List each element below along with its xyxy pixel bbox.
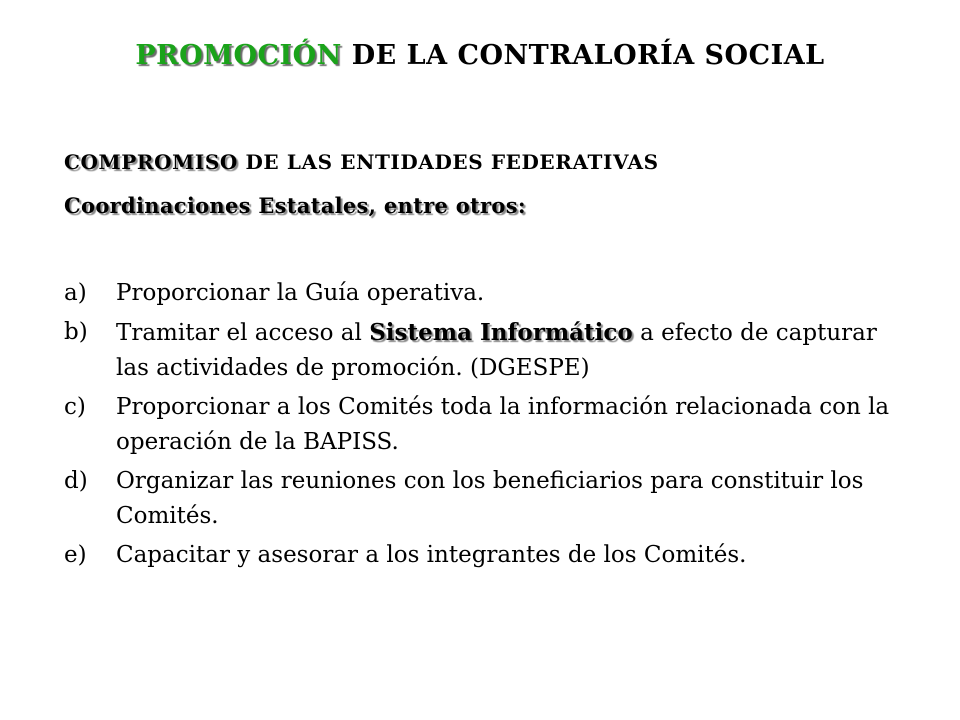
list-item-text-pre: Tramitar el acceso al — [116, 320, 370, 346]
list-item — [64, 538, 904, 573]
list-item-text: Proporcionar a los Comités toda la información relacionada con la operación de la BAPISS. — [116, 394, 890, 455]
list-item-text: Organizar las reuniones con los beneficiarios para constituir los Comités. — [116, 468, 864, 529]
list-marker: d) — [64, 468, 88, 494]
section-heading-rest: DE LAS ENTIDADES FEDERATIVAS — [237, 150, 659, 174]
list-item — [64, 390, 904, 460]
list-marker: a) — [64, 280, 87, 306]
list-item-text — [116, 315, 904, 386]
list-item — [64, 315, 904, 386]
title-rest: DE LA CONTRALORÍA SOCIAL — [341, 40, 825, 71]
slide-title — [0, 40, 960, 71]
list-marker: c) — [64, 394, 86, 420]
section-subheading: Coordinaciones Estatales, entre otros: — [64, 193, 526, 218]
list-marker: e) — [64, 542, 87, 568]
list-item-highlight: Sistema Informático — [369, 319, 633, 346]
section-heading — [64, 150, 659, 174]
commitment-list — [64, 276, 904, 577]
list-item — [64, 276, 904, 311]
list-item-text-post: a efecto de capturar las actividades de promoción. (DGESPE) — [116, 320, 877, 381]
list-marker: b) — [64, 319, 88, 345]
list-item-text: Proporcionar la Guía operativa. — [116, 280, 485, 306]
section-heading-highlight: COMPROMISO — [64, 150, 238, 174]
list-item — [64, 464, 904, 534]
list-item-text: Capacitar y asesorar a los integrantes de los Comités. — [116, 542, 747, 568]
title-highlight: PROMOCIÓN — [135, 40, 342, 71]
